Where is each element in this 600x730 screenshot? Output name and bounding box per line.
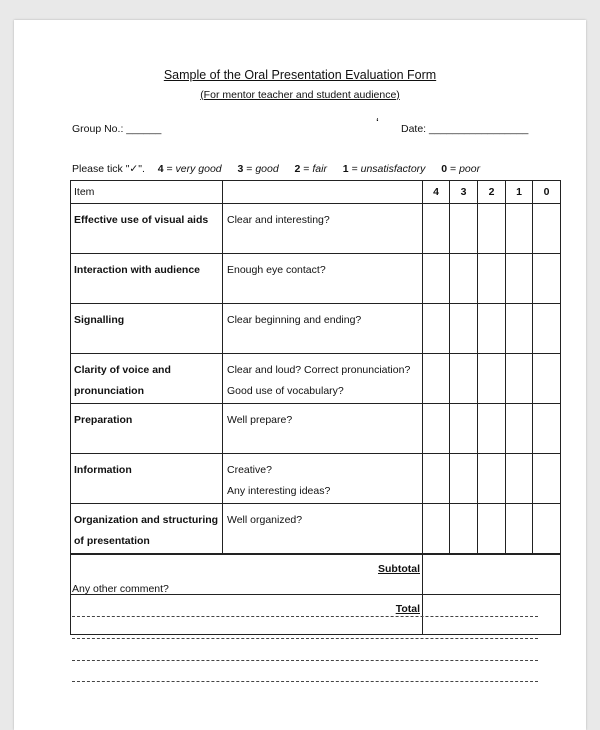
total-row	[71, 595, 561, 635]
score-cell-3[interactable]	[450, 504, 478, 555]
scale-word-2: fair	[312, 163, 327, 175]
total-value[interactable]	[423, 595, 561, 635]
form-title: Sample of the Oral Presentation Evaluation Form	[163, 68, 437, 82]
score-cell-2[interactable]	[478, 304, 506, 354]
table-row	[71, 404, 561, 454]
criteria-cell: Enough eye contact?	[223, 254, 423, 304]
score-cell-0[interactable]	[533, 404, 561, 454]
scale-eq: =	[303, 163, 310, 175]
criteria-cell: Creative? Any interesting ideas?	[223, 454, 423, 504]
table-row	[71, 254, 561, 304]
score-cell-4[interactable]	[423, 354, 450, 404]
score-header-0: 0	[533, 181, 561, 204]
table-row	[71, 354, 561, 404]
score-cell-2[interactable]	[478, 404, 506, 454]
score-cell-3[interactable]	[450, 454, 478, 504]
scale-eq: =	[450, 163, 457, 175]
scale-prefix: Please tick "✓".	[72, 163, 145, 175]
score-cell-0[interactable]	[533, 254, 561, 304]
score-cell-3[interactable]	[450, 204, 478, 254]
score-cell-2[interactable]	[478, 354, 506, 404]
item-cell: Signalling	[71, 304, 223, 354]
item-cell: Clarity of voice and pronunciation	[71, 354, 223, 404]
scale-num-0: 0	[441, 163, 448, 175]
item-header: Item	[71, 181, 223, 204]
scale-eq: =	[166, 163, 173, 175]
scale-word-0: poor	[459, 163, 481, 175]
score-header-1: 1	[506, 181, 533, 204]
item-cell: Effective use of visual aids	[71, 204, 223, 254]
scale-num-1: 1	[342, 163, 349, 175]
score-cell-0[interactable]	[533, 304, 561, 354]
score-cell-2[interactable]	[478, 254, 506, 304]
scale-eq: =	[351, 163, 358, 175]
score-cell-1[interactable]	[506, 354, 533, 404]
table-row	[71, 454, 561, 504]
scale-word-4: very good	[175, 163, 222, 175]
table-row	[71, 504, 561, 555]
score-cell-3[interactable]	[450, 304, 478, 354]
table-row	[71, 304, 561, 354]
comment-label: Any other comment?	[72, 583, 169, 595]
score-cell-0[interactable]	[533, 454, 561, 504]
score-cell-4[interactable]	[423, 254, 450, 304]
score-cell-2[interactable]	[478, 454, 506, 504]
criteria-cell: Clear beginning and ending?	[223, 304, 423, 354]
score-cell-1[interactable]	[506, 254, 533, 304]
score-cell-1[interactable]	[506, 204, 533, 254]
score-header-4: 4	[423, 181, 450, 204]
score-cell-4[interactable]	[423, 204, 450, 254]
score-header-3: 3	[450, 181, 478, 204]
item-cell: Interaction with audience	[71, 254, 223, 304]
criteria-cell: Well prepare?	[223, 404, 423, 454]
scale-num-2: 2	[294, 163, 301, 175]
criteria-cell: Well organized?	[223, 504, 423, 555]
date-field: Date: _________________	[401, 123, 529, 135]
stray-tick-mark: ‘	[376, 115, 379, 130]
comment-line[interactable]	[72, 681, 538, 682]
scale-word-1: unsatisfactory	[360, 163, 426, 175]
score-cell-4[interactable]	[423, 454, 450, 504]
subtotal-value[interactable]	[423, 554, 561, 595]
item-cell: Preparation	[71, 404, 223, 454]
criteria-cell: Clear and loud? Correct pronunciation? Good use of vocabulary?	[223, 354, 423, 404]
document-page	[14, 20, 586, 730]
item-cell: Organization and structuring of presentation	[71, 504, 223, 555]
score-cell-3[interactable]	[450, 254, 478, 304]
score-cell-1[interactable]	[506, 454, 533, 504]
criteria-cell: Clear and interesting?	[223, 204, 423, 254]
scale-num-3: 3	[237, 163, 244, 175]
score-cell-4[interactable]	[423, 404, 450, 454]
rating-scale	[72, 163, 480, 175]
scale-num-4: 4	[157, 163, 164, 175]
score-cell-0[interactable]	[533, 504, 561, 555]
scale-eq: =	[246, 163, 253, 175]
item-cell: Information	[71, 454, 223, 504]
score-cell-3[interactable]	[450, 354, 478, 404]
score-header-2: 2	[478, 181, 506, 204]
table-row	[71, 204, 561, 254]
subtotal-label: Subtotal	[71, 554, 423, 595]
form-subtitle: (For mentor teacher and student audience)	[200, 89, 400, 101]
table-header-row	[71, 181, 561, 204]
score-cell-4[interactable]	[423, 504, 450, 555]
score-cell-1[interactable]	[506, 304, 533, 354]
evaluation-table	[70, 180, 561, 635]
criteria-header	[223, 181, 423, 204]
score-cell-4[interactable]	[423, 304, 450, 354]
score-cell-0[interactable]	[533, 354, 561, 404]
score-cell-2[interactable]	[478, 504, 506, 555]
score-cell-1[interactable]	[506, 404, 533, 454]
total-label: Total	[71, 595, 423, 635]
comment-line[interactable]	[72, 638, 538, 639]
score-cell-2[interactable]	[478, 204, 506, 254]
scale-word-3: good	[255, 163, 279, 175]
group-number-field: Group No.: ______	[72, 123, 162, 135]
comment-line[interactable]	[72, 660, 538, 661]
score-cell-3[interactable]	[450, 404, 478, 454]
comment-line[interactable]	[72, 616, 538, 617]
score-cell-1[interactable]	[506, 504, 533, 555]
score-cell-0[interactable]	[533, 204, 561, 254]
